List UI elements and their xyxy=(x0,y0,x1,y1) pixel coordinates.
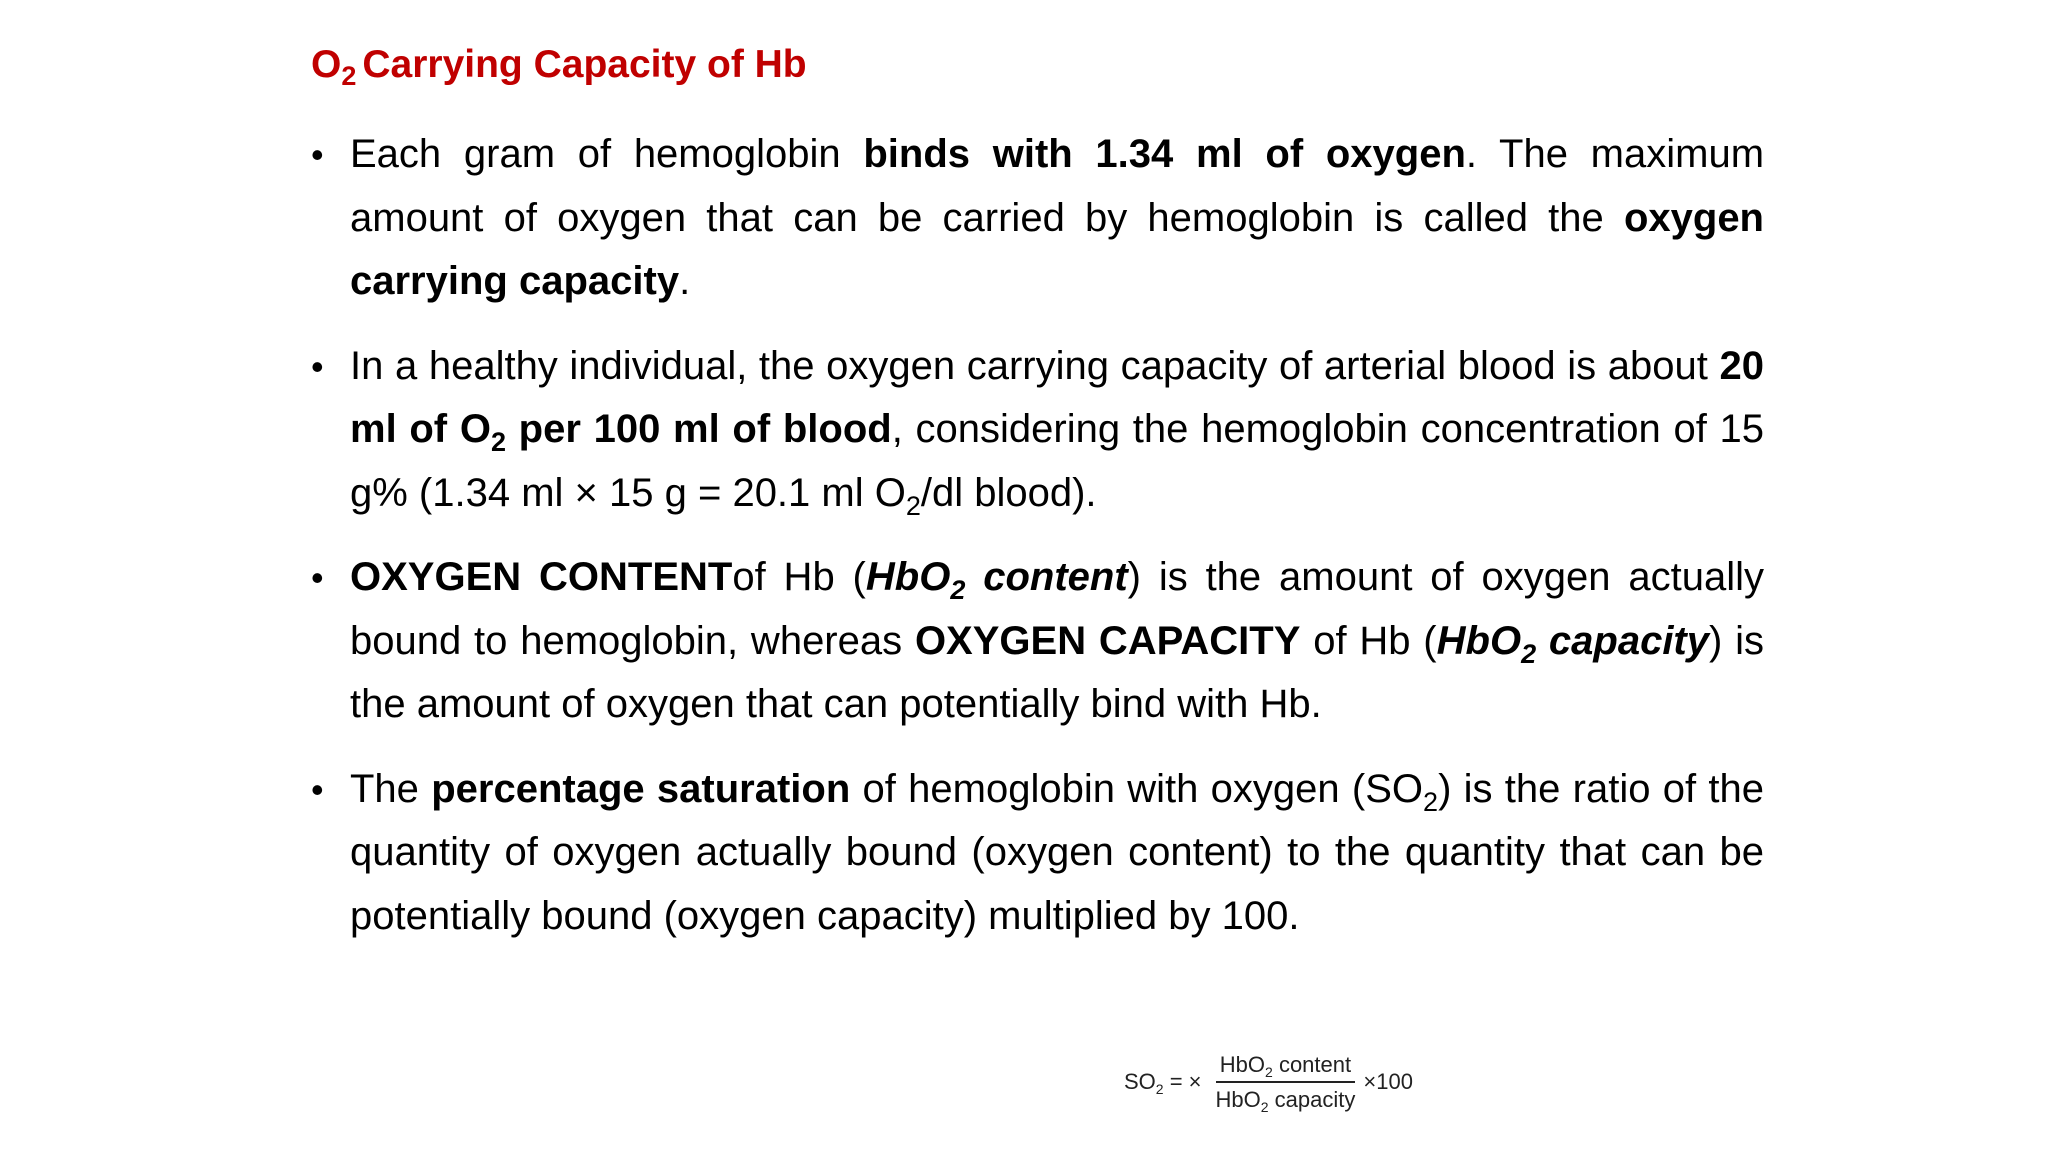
text-run: ) is the ratio of the quantity of oxygen actually bound (oxygen content) to the quantity that can be potentially bound (oxygen capacity) multiplied by 100. xyxy=(350,766,1765,938)
bullet-item xyxy=(311,758,1764,949)
title-prefix: O xyxy=(311,43,342,86)
text-run: 20 ml of O xyxy=(350,343,1764,451)
text-run: content xyxy=(965,555,1128,599)
text-run: Each gram of hemoglobin xyxy=(350,132,864,176)
formula-multiplier: ×100 xyxy=(1363,1069,1413,1094)
slide-title xyxy=(311,40,807,90)
text-run: 2 xyxy=(1521,638,1537,669)
bullet-text xyxy=(350,123,1764,314)
text-run: ) is the amount of oxygen that can potentially bind with Hb. xyxy=(350,618,1765,726)
text-run: 2 xyxy=(905,490,921,521)
text-run: capacity xyxy=(1536,618,1709,663)
formula-numerator: HbO$_2$ content xyxy=(1216,1052,1355,1083)
formula-denominator: HbO$_2$ capacity xyxy=(1215,1086,1356,1115)
text-run: percentage saturation xyxy=(431,766,851,811)
text-run: 2 xyxy=(490,427,506,457)
bullet-item xyxy=(311,546,1764,737)
formula-fraction xyxy=(1212,1052,1360,1113)
bullet-text xyxy=(350,546,1764,737)
text-run: OXYGEN CAPACITY xyxy=(914,618,1301,663)
text-run: In a healthy individual, the oxygen carrying capacity of arterial blood is about xyxy=(350,343,1720,388)
text-run: HbO xyxy=(1436,618,1522,663)
text-run: per 100 ml of blood xyxy=(505,407,892,451)
bullet-text xyxy=(350,335,1764,526)
title-text: Carrying Capacity of Hb xyxy=(362,43,807,86)
text-run: . The maximum amount of oxygen that can be carried by hemoglobin is called the xyxy=(350,132,1765,240)
saturation-formula xyxy=(1124,1048,1413,1116)
text-run: HbO xyxy=(865,555,951,599)
bullet-dot: • xyxy=(311,345,324,387)
text-run: ) is the amount of oxygen actually bound to hemoglobin, whereas xyxy=(350,555,1764,663)
text-run: 2 xyxy=(950,575,966,605)
text-run: of Hb ( xyxy=(732,555,866,599)
title-subscript: 2 xyxy=(341,61,357,91)
text-run: . xyxy=(679,259,691,303)
text-run: /dl blood). xyxy=(920,470,1097,515)
text-run: , considering the hemoglobin concentration of 15 g% (1.34 ml × 15 g = 20.1 ml O xyxy=(350,407,1764,515)
text-run: 2 xyxy=(1423,786,1439,817)
text-run: of hemoglobin with oxygen (SO xyxy=(850,766,1424,811)
bullet-dot: • xyxy=(311,134,324,175)
bullet-text xyxy=(350,758,1764,949)
bullet-item xyxy=(311,123,1764,314)
text-run: binds with 1.34 ml of oxygen xyxy=(863,132,1466,176)
formula-lhs: $SO_2$ = × xyxy=(1124,1069,1202,1097)
text-run: The xyxy=(350,766,432,811)
text-run: oxygen carrying capacity xyxy=(350,195,1764,303)
bullet-list xyxy=(311,123,1764,969)
text-run: OXYGEN CONTENT xyxy=(350,555,733,599)
text-run: of Hb ( xyxy=(1300,618,1437,663)
bullet-dot: • xyxy=(311,557,324,598)
bullet-dot: • xyxy=(311,768,324,810)
bullet-item xyxy=(311,335,1764,526)
